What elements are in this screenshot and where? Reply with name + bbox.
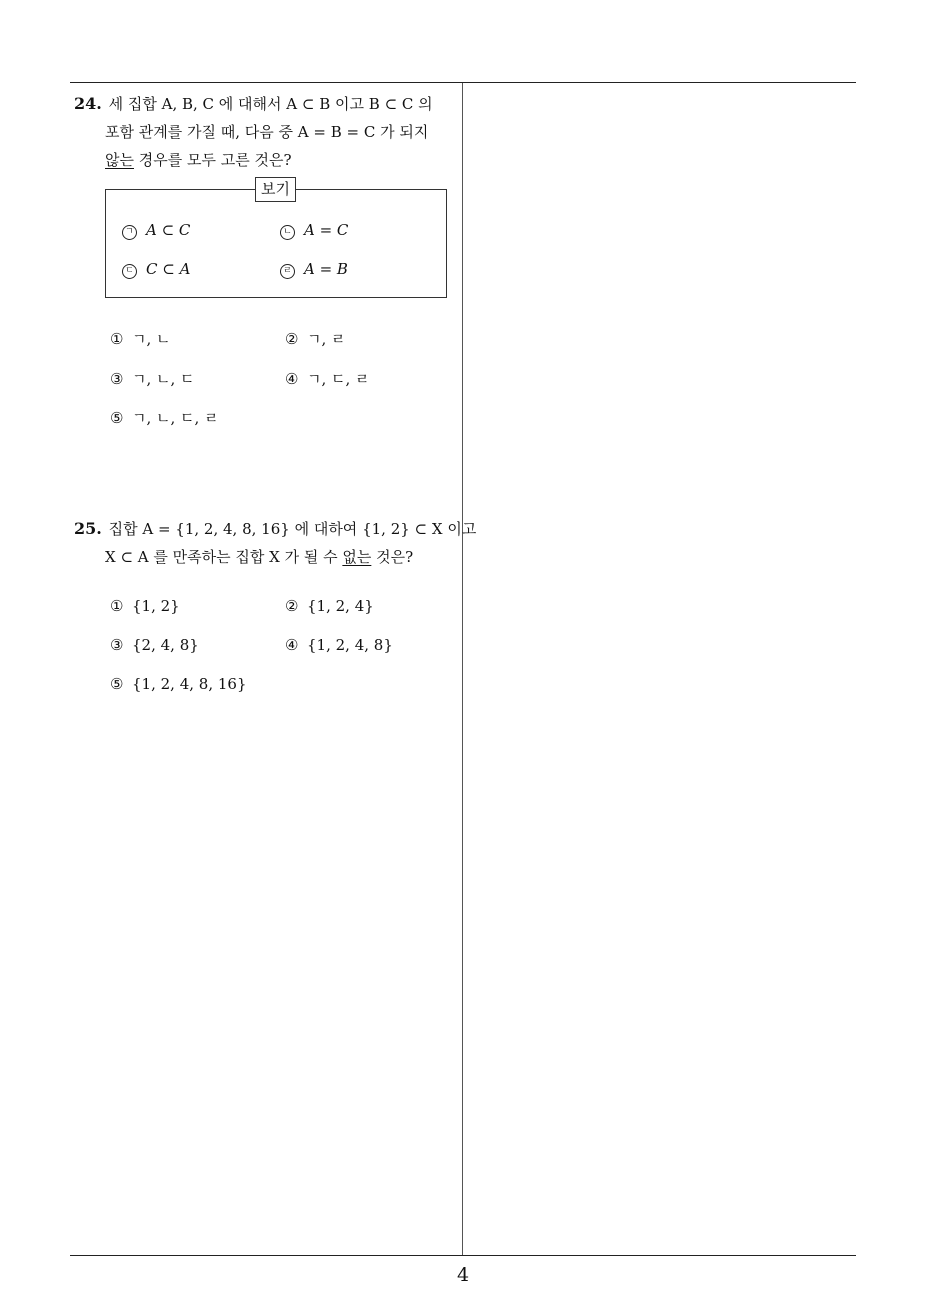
question-number: 25. [74, 519, 102, 538]
bogi-item: ㄴ A = C [280, 221, 348, 240]
answer-choice-3[interactable]: ③ {2, 4, 8} [110, 636, 199, 654]
question-24-line-3 [74, 146, 459, 174]
answer-choice-2[interactable]: ② {1, 2, 4} [285, 597, 374, 615]
question-25-line-1 [74, 515, 477, 543]
answer-choice-3[interactable]: ③ ㄱ, ㄴ, ㄷ [110, 370, 195, 388]
question-text: 세 집합 A, B, C 에 대해서 A ⊂ B 이고 B ⊂ C 의 [108, 95, 433, 113]
bogi-item: ㄱ A ⊂ C [122, 221, 190, 240]
answer-choice-1[interactable]: ① ㄱ, ㄴ [110, 330, 171, 348]
question-24 [74, 90, 459, 174]
column-divider [462, 83, 463, 1255]
question-text: 경우를 모두 고른 것은? [138, 151, 292, 169]
question-24-line-1 [74, 90, 459, 118]
bogi-item: ㄷ C ⊂ A [122, 260, 190, 279]
bottom-rule [70, 1255, 856, 1256]
question-25-line-2 [74, 543, 459, 571]
circled-mark: ㄱ [122, 225, 137, 240]
answer-choice-2[interactable]: ② ㄱ, ㄹ [285, 330, 346, 348]
bogi-box [105, 189, 447, 298]
underlined-word: 없는 [342, 548, 372, 566]
question-text: 집합 A = {1, 2, 4, 8, 16} 에 대하여 {1, 2} ⊂ X 이고 [108, 520, 477, 538]
circled-mark: ㄷ [122, 264, 137, 279]
answer-choice-4[interactable]: ④ {1, 2, 4, 8} [285, 636, 393, 654]
question-text: 것은? [376, 548, 414, 566]
question-24-line-2: 포함 관계를 가질 때, 다음 중 A = B = C 가 되지 [105, 123, 429, 141]
answer-choice-4[interactable]: ④ ㄱ, ㄷ, ㄹ [285, 370, 370, 388]
bogi-item: ㄹ A = B [280, 260, 348, 279]
top-rule [70, 82, 856, 83]
question-25 [74, 515, 477, 571]
underlined-word: 않는 [105, 151, 134, 169]
page-number: 4 [456, 1264, 470, 1286]
circled-mark: ㄹ [280, 264, 295, 279]
answer-choice-5[interactable]: ⑤ {1, 2, 4, 8, 16} [110, 675, 247, 693]
answer-choice-5[interactable]: ⑤ ㄱ, ㄴ, ㄷ, ㄹ [110, 409, 219, 427]
answer-choice-1[interactable]: ① {1, 2} [110, 597, 180, 615]
circled-mark: ㄴ [280, 225, 295, 240]
question-text: X ⊂ A 를 만족하는 집합 X 가 될 수 [105, 548, 338, 566]
bogi-title: 보기 [255, 177, 296, 202]
question-number: 24. [74, 94, 102, 113]
